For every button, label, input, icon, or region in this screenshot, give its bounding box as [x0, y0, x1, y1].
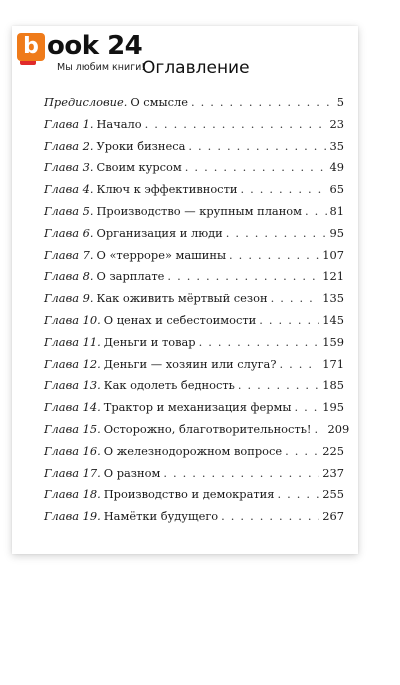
toc-entry-title: О ценах и себестоимости — [103, 312, 257, 327]
toc-entry-title: Производство — крупным планом — [96, 203, 303, 218]
toc-entry-label: Глава 12. — [44, 356, 101, 371]
toc-entry-title: Трактор и механизация фермы — [103, 400, 292, 415]
toc-entry[interactable] — [44, 310, 344, 332]
toc-entry-title: Как оживить мёртвый сезон — [96, 291, 268, 306]
toc-entry[interactable] — [44, 92, 344, 114]
toc-leader-dots — [145, 114, 327, 136]
toc-entry-label: Глава 7. — [44, 247, 94, 262]
toc-leader-dots — [279, 354, 319, 376]
toc-entry[interactable] — [44, 223, 344, 245]
toc-entry-title: Как одолеть бедность — [103, 378, 235, 393]
toc-entry-page: 95 — [329, 225, 344, 240]
toc-entry[interactable] — [44, 484, 344, 506]
toc-entry-title: Деньги и товар — [103, 334, 196, 349]
toc-leader-dots — [259, 310, 319, 332]
toc-entry-page: 195 — [322, 400, 344, 415]
toc-entry-label: Глава 17. — [44, 465, 101, 480]
toc-entry[interactable] — [44, 354, 344, 376]
toc-entry[interactable] — [44, 375, 344, 397]
toc-entry-label: Глава 8. — [44, 269, 94, 284]
toc-leader-dots — [240, 179, 326, 201]
toc-entry[interactable] — [44, 419, 350, 441]
toc-entry[interactable] — [44, 288, 344, 310]
toc-entry-title: Начало — [96, 116, 142, 131]
toc-entry-page: 135 — [322, 291, 344, 306]
toc-entry-title: О железнодорожном вопросе — [103, 443, 283, 458]
logo-letter-b: b — [17, 33, 45, 61]
toc-entry-page: 159 — [322, 334, 344, 349]
toc-leader-dots — [167, 266, 319, 288]
toc-entry-page: 23 — [329, 116, 344, 131]
toc-entry-page: 81 — [329, 203, 344, 218]
toc-entry[interactable] — [44, 245, 344, 267]
toc-entry-title: Организация и люди — [96, 225, 223, 240]
toc-entry-title: Намётки будущего — [103, 509, 219, 524]
toc-entry-title: Деньги — хозяин или слуга? — [103, 356, 277, 371]
table-of-contents — [44, 92, 350, 528]
toc-leader-dots — [221, 506, 319, 528]
toc-entry-page: 171 — [322, 356, 344, 371]
toc-entry-title: О разном — [103, 465, 161, 480]
toc-entry-label: Глава 15. — [44, 421, 101, 436]
toc-entry-page: 121 — [322, 269, 344, 284]
toc-entry-page: 49 — [329, 160, 344, 175]
toc-leader-dots — [188, 136, 326, 158]
toc-leader-dots — [226, 223, 327, 245]
toc-entry-label: Глава 11. — [44, 334, 101, 349]
toc-entry[interactable] — [44, 157, 344, 179]
toc-entry-page: 255 — [322, 487, 344, 502]
toc-entry[interactable] — [44, 397, 344, 419]
toc-entry-page: 237 — [322, 465, 344, 480]
toc-entry-page: 5 — [336, 95, 344, 109]
book24-logo[interactable] — [17, 33, 157, 77]
toc-entry-label: Глава 3. — [44, 160, 94, 175]
toc-entry[interactable] — [44, 266, 344, 288]
toc-leader-dots — [285, 441, 319, 463]
toc-entry-title: Ключ к эффективности — [96, 182, 238, 197]
logo-wordmark: ook 24 — [47, 31, 143, 61]
toc-entry[interactable] — [44, 136, 344, 158]
toc-entry-page: 209 — [327, 421, 350, 436]
toc-leader-dots — [199, 332, 320, 354]
toc-entry[interactable] — [44, 441, 344, 463]
toc-entry-title: Осторожно, благотворительность! — [103, 421, 312, 436]
toc-entry-label: Глава 10. — [44, 312, 101, 327]
toc-entry-label: Глава 16. — [44, 443, 101, 458]
toc-entry-label: Глава 18. — [44, 487, 101, 502]
toc-entry-title: О «терроре» машины — [96, 247, 227, 262]
toc-leader-dots — [305, 201, 326, 223]
toc-entry-page: 225 — [322, 443, 344, 458]
toc-leader-dots — [238, 375, 319, 397]
toc-leader-dots — [185, 157, 327, 179]
toc-entry-label: Глава 2. — [44, 138, 94, 153]
toc-entry-label: Предисловие. — [44, 95, 128, 109]
toc-leader-dots — [277, 484, 319, 506]
toc-entry-page: 35 — [329, 138, 344, 153]
toc-entry-label: Глава 19. — [44, 509, 101, 524]
toc-entry-title: Производство и демократия — [103, 487, 275, 502]
toc-entry[interactable] — [44, 506, 344, 528]
toc-leader-dots — [271, 288, 320, 310]
toc-entry-label: Глава 13. — [44, 378, 101, 393]
toc-entry-page: 267 — [322, 509, 344, 524]
toc-entry[interactable] — [44, 114, 344, 136]
toc-leader-dots — [163, 463, 319, 485]
toc-entry-page: 185 — [322, 378, 344, 393]
toc-title: Оглавление — [142, 58, 250, 78]
toc-entry-title: Уроки бизнеса — [96, 138, 186, 153]
toc-entry[interactable] — [44, 179, 344, 201]
toc-entry-title: О зарплате — [96, 269, 165, 284]
toc-leader-dots — [315, 419, 325, 441]
toc-entry-page: 145 — [322, 312, 344, 327]
toc-entry-label: Глава 5. — [44, 203, 94, 218]
toc-entry-page: 65 — [329, 182, 344, 197]
toc-entry-label: Глава 1. — [44, 116, 94, 131]
toc-entry-label: Глава 4. — [44, 182, 94, 197]
toc-entry-title: О смысле — [130, 95, 188, 109]
toc-leader-dots — [294, 397, 319, 419]
toc-entry[interactable] — [44, 332, 344, 354]
toc-leader-dots — [191, 92, 334, 114]
toc-entry-label: Глава 14. — [44, 400, 101, 415]
toc-entry-title: Своим курсом — [96, 160, 182, 175]
toc-entry[interactable] — [44, 201, 344, 223]
logo-tagline: Мы любим книги! — [57, 62, 146, 73]
toc-entry-label: Глава 9. — [44, 291, 94, 306]
toc-leader-dots — [229, 245, 319, 267]
toc-entry[interactable] — [44, 463, 344, 485]
toc-entry-label: Глава 6. — [44, 225, 94, 240]
toc-entry-page: 107 — [322, 247, 344, 262]
